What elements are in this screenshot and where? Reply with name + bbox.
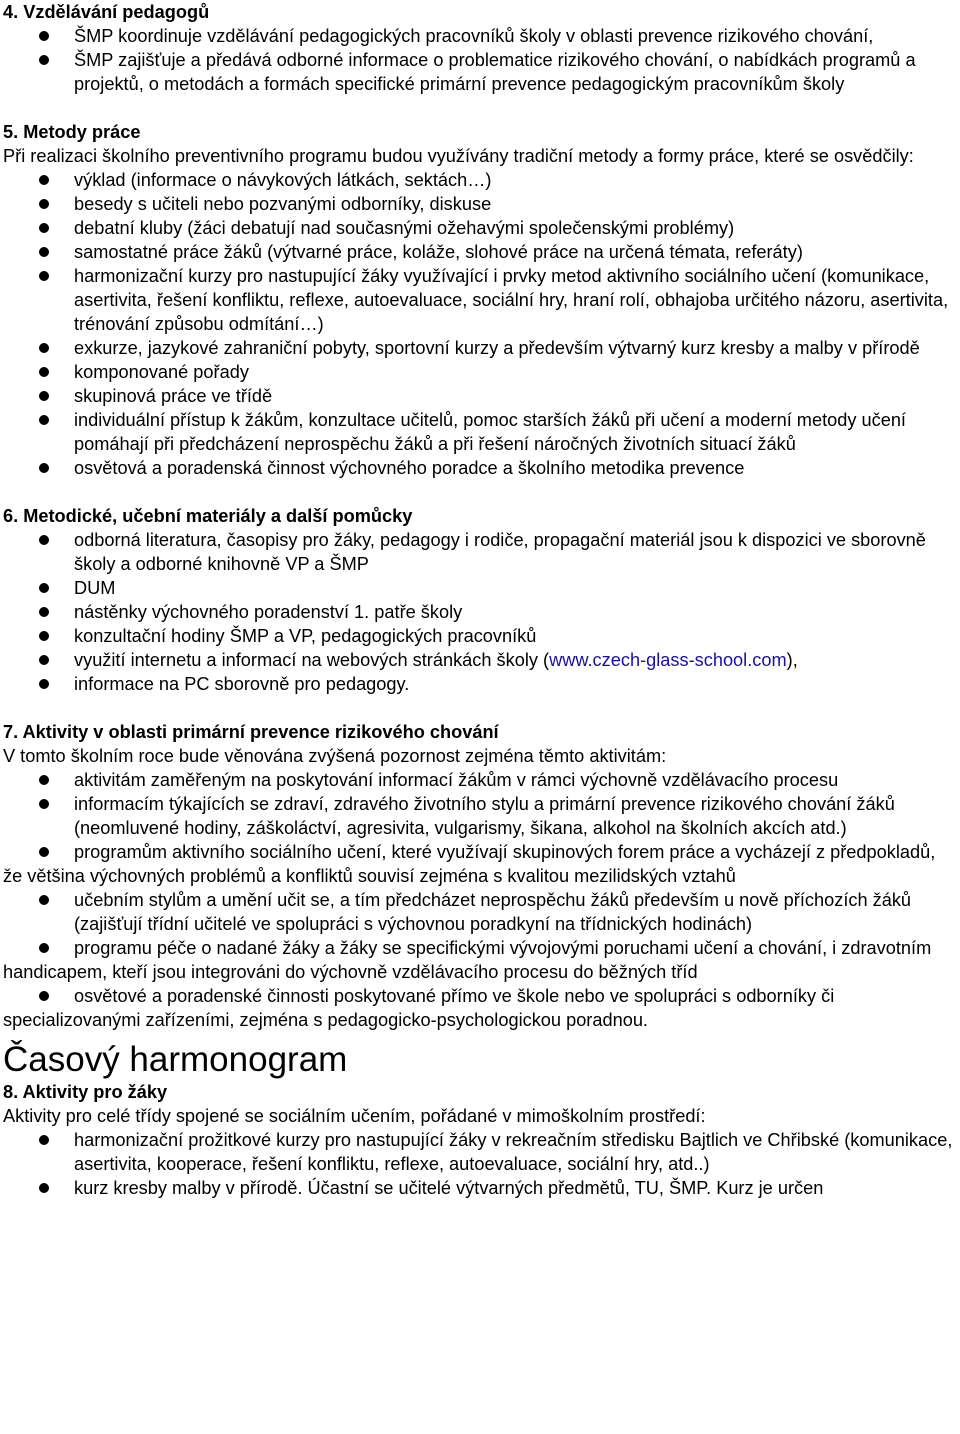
section-5-heading: 5. Metody práce: [3, 122, 141, 142]
list-item: informace na PC sborovně pro pedagogy.: [3, 672, 958, 696]
section-7-heading: 7. Aktivity v oblasti primární prevence rizikového chování: [3, 722, 499, 742]
list-item: konzultační hodiny ŠMP a VP, pedagogických pracovníků: [3, 624, 958, 648]
list-item: individuální přístup k žákům, konzultace učitelů, pomoc starších žáků při učení a moderní metody učení pomáhají při předcházení neprospěchu žáků a při řešení náročných životních situací žáků: [3, 408, 958, 456]
section-8-intro: Aktivity pro celé třídy spojené se sociálním učením, pořádané v mimoškolním prostředí:: [3, 1106, 706, 1126]
list-item: harmonizační kurzy pro nastupující žáky využívající i prvky metod aktivního sociálního učení (komunikace, asertivita, řešení konfliktu, reflexe, autoevaluace, sociální hry, hraní rolí, obhajoba určitého názoru, asertivita, trénování způsobu odmítání…): [3, 264, 958, 336]
list-item: besedy s učiteli nebo pozvanými odborníky, diskuse: [3, 192, 958, 216]
list-item: výklad (informace o návykových látkách, sektách…): [3, 168, 958, 192]
list-item: exkurze, jazykové zahraniční pobyty, sportovní kurzy a především výtvarný kurz kresby a malby v přírodě: [3, 336, 958, 360]
list-item: skupinová práce ve třídě: [3, 384, 958, 408]
list-item: učebním stylům a umění učit se, a tím předcházet neprospěchu žáků především u nově příchozích žáků (zajišťují třídní učitelé ve spolupráci s výchovnou poradkyní na třídnických hodinách): [3, 888, 958, 936]
list-item: nástěnky výchovného poradenství 1. patře školy: [3, 600, 958, 624]
list-item: ŠMP zajišťuje a předává odborné informace o problematice rizikového chování, o nabídkách programů a projektů, o metodách a formách specifické primární prevence pedagogickým pracovníkům školy: [3, 48, 958, 96]
section-4-heading: 4. Vzdělávání pedagogů: [3, 2, 210, 22]
section-5-list: [3, 168, 958, 480]
section-7-intro: V tomto školním roce bude věnována zvýšená pozornost zejména těmto aktivitám:: [3, 746, 667, 766]
list-item: kurz kresby malby v přírodě. Účastní se učitelé výtvarných předmětů, TU, ŠMP. Kurz je určen: [3, 1176, 958, 1200]
school-website-link[interactable]: www.czech-glass-school.com: [549, 650, 787, 670]
list-item: debatní kluby (žáci debatují nad současnými ožehavými společenskými problémy): [3, 216, 958, 240]
section-8-list: [3, 1128, 958, 1200]
list-item-wrapped: [3, 984, 958, 1032]
web-text-after: ),: [786, 650, 798, 670]
list-item: komponované pořady: [3, 360, 958, 384]
section-7-list-cont: [3, 888, 958, 936]
bullet-icon: [39, 943, 49, 953]
web-text-before: využití internetu a informací na webových stránkách školy (: [74, 650, 550, 670]
section-5-intro: Při realizaci školního preventivního programu budou využívány tradiční metody a formy práce, které se osvědčily:: [3, 146, 914, 166]
list-item: odborná literatura, časopisy pro žáky, pedagogy i rodiče, propagační materiál jsou k dispozici ve sborovně školy a odborné knihovně VP a ŠMP: [3, 528, 958, 576]
list-item: harmonizační prožitkové kurzy pro nastupující žáky v rekreačním středisku Bajtlich ve Chřibské (komunikace, asertivita, kooperace, řešení konfliktu, reflexe, autoevaluace, sociální hry, atd..): [3, 1128, 958, 1176]
list-item: osvětová a poradenská činnost výchovného poradce a školního metodika prevence: [3, 456, 958, 480]
list-item-text: programu péče o nadané žáky a žáky se specifickými vývojovými poruchami učení a chování, i zdravotním handicapem, kteří jsou integrováni do výchovně vzdělávacího procesu do běžných tříd: [3, 938, 932, 982]
document: [3, 0, 958, 1200]
section-6-list: [3, 528, 958, 696]
list-item: [3, 648, 958, 672]
section-4-list: [3, 24, 958, 96]
list-item-text: osvětové a poradenské činnosti poskytované přímo ve škole nebo ve spolupráci s odborníky či specializovanými zařízeními, zejména s pedagogicko-psychologickou poradnou.: [3, 986, 835, 1030]
section-7-list: [3, 768, 958, 840]
list-item: ŠMP koordinuje vzdělávání pedagogických pracovníků školy v oblasti prevence rizikového chování,: [3, 24, 958, 48]
list-item: samostatné práce žáků (výtvarné práce, koláže, slohové práce na určená témata, referáty): [3, 240, 958, 264]
list-item-wrapped: [3, 936, 958, 984]
bullet-icon: [39, 991, 49, 1001]
list-item: aktivitám zaměřeným na poskytování informací žákům v rámci výchovně vzdělávacího procesu: [3, 768, 958, 792]
list-item: DUM: [3, 576, 958, 600]
harmonogram-heading: Časový harmonogram: [3, 1040, 348, 1079]
list-item-text: programům aktivního sociálního učení, které využívají skupinových forem práce a vycházejí z předpokladů, že většina výchovných problémů a konfliktů souvisí zejména s kvalitou mezilidských vztahů: [3, 842, 936, 886]
bullet-icon: [39, 847, 49, 857]
section-6-heading: 6. Metodické, učební materiály a další pomůcky: [3, 506, 413, 526]
list-item-wrapped: [3, 840, 958, 888]
section-8-heading: 8. Aktivity pro žáky: [3, 1082, 168, 1102]
list-item: informacím týkajících se zdraví, zdravého životního stylu a primární prevence rizikového chování žáků (neomluvené hodiny, záškoláctví, agresivita, vulgarismy, šikana, alkohol na školních akcích atd.): [3, 792, 958, 840]
